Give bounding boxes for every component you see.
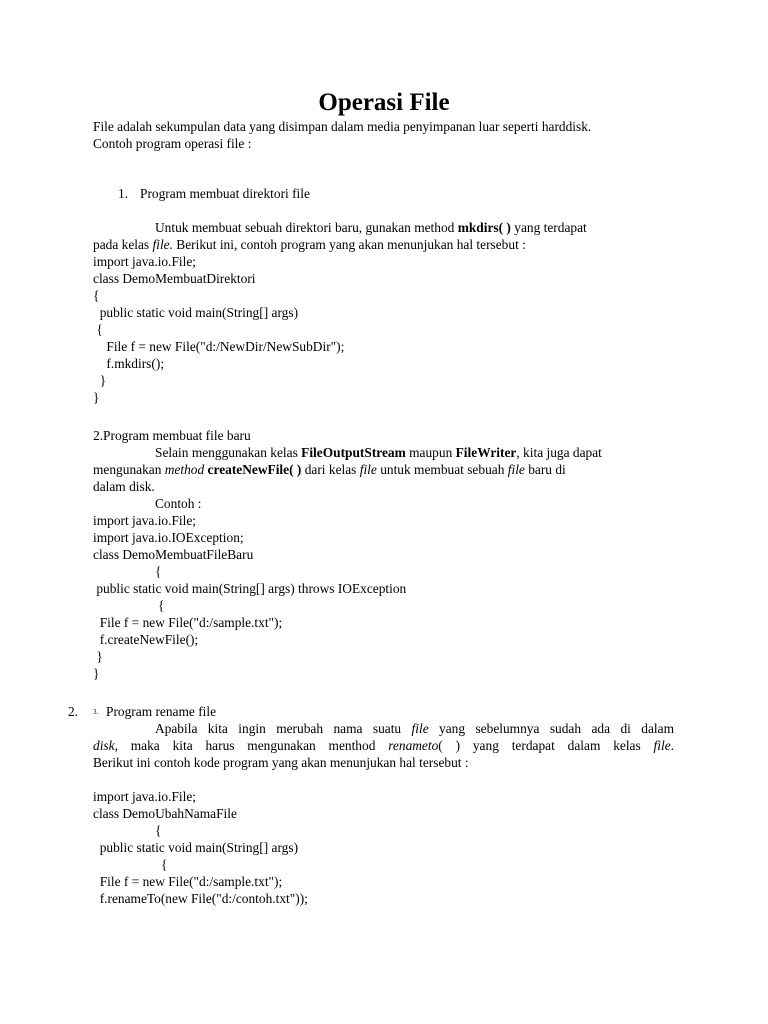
section3-para-line-2: disk, maka kita harus mengunakan menthod renameto( ) yang terdapat dalam kelas file. <box>93 738 674 753</box>
code-line: import java.io.IOException; <box>93 530 244 545</box>
code-line: class DemoUbahNamaFile <box>93 806 237 821</box>
section3-inner-number: 3. <box>93 708 99 716</box>
code-line: { <box>93 288 100 303</box>
code-line: { <box>158 598 165 613</box>
intro-line-2: Contoh program operasi file : <box>93 136 252 151</box>
section2-para-line-3: dalam disk. <box>93 479 155 494</box>
code-line: { <box>93 322 103 337</box>
section3-para-line-1: Apabila kita ingin merubah nama suatu file yang sebelumnya sudah ada di dalam <box>155 721 674 736</box>
section3-outer-number: 2. <box>68 704 79 719</box>
section2-heading: 2.Program membuat file baru <box>93 428 251 443</box>
code-line: } <box>93 666 100 681</box>
code-line: { <box>161 857 168 872</box>
code-line: } <box>93 390 100 405</box>
code-line: File f = new File("d:/sample.txt"); <box>93 874 283 889</box>
section3-heading: Program rename file <box>106 704 217 719</box>
code-line: class DemoMembuatDirektori <box>93 271 256 286</box>
code-line: f.mkdirs(); <box>93 356 165 371</box>
code-line: { <box>155 823 162 838</box>
document-title: Operasi File <box>318 89 450 116</box>
code-line: public static void main(String[] args) <box>93 840 299 855</box>
section1-desc-line-1: Untuk membuat sebuah direktori baru, gunakan method mkdirs( ) yang terdapat <box>155 220 587 235</box>
code-line: } <box>93 649 103 664</box>
code-line: public static void main(String[] args) <box>93 305 299 320</box>
code-line: import java.io.File; <box>93 513 197 528</box>
section2-para-line-1: Selain menggunakan kelas FileOutputStream maupun FileWriter, kita juga dapat <box>155 445 602 460</box>
code-line: f.renameTo(new File("d:/contoh.txt")); <box>93 891 308 906</box>
section1-heading: Program membuat direktori file <box>140 186 310 201</box>
section2-contoh-label: Contoh : <box>155 496 202 511</box>
code-line: import java.io.File; <box>93 254 197 269</box>
code-line: f.createNewFile(); <box>93 632 199 647</box>
code-line: class DemoMembuatFileBaru <box>93 547 254 562</box>
code-line: { <box>155 564 162 579</box>
section1-desc-line-2: pada kelas file. Berikut ini, contoh program yang akan menunjukan hal tersebut : <box>93 237 526 252</box>
code-line: File f = new File("d:/NewDir/NewSubDir"); <box>93 339 345 354</box>
section3-para-line-3: Berikut ini contoh kode program yang akan menunjukan hal tersebut : <box>93 755 469 770</box>
section1-number: 1. <box>118 186 129 201</box>
section2-para-line-2: mengunakan method createNewFile( ) dari kelas file untuk membuat sebuah file baru di <box>93 462 566 477</box>
code-line: File f = new File("d:/sample.txt"); <box>93 615 283 630</box>
code-line: public static void main(String[] args) throws IOException <box>93 581 407 596</box>
code-line: import java.io.File; <box>93 789 197 804</box>
code-line: } <box>93 373 107 388</box>
intro-line-1: File adalah sekumpulan data yang disimpan dalam media penyimpanan luar seperti harddisk. <box>93 119 592 134</box>
